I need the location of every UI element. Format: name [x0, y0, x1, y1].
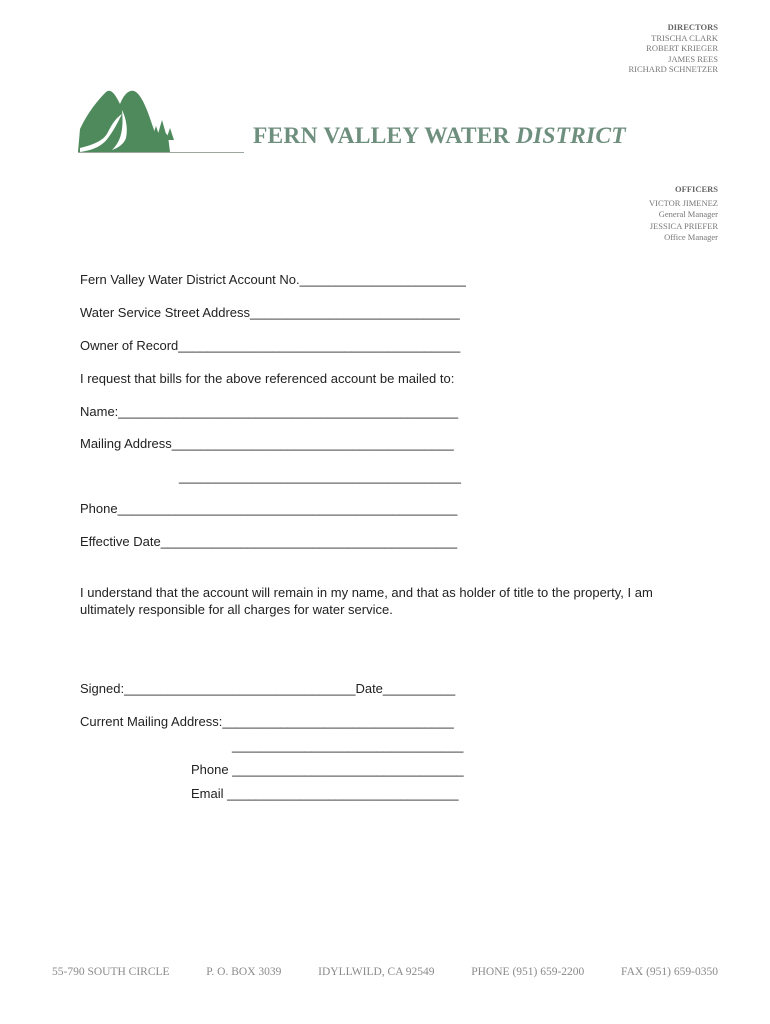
director-name: JAMES REES [668, 53, 718, 64]
footer-fax: FAX (951) 659-0350 [621, 966, 718, 978]
email-field[interactable]: Email ________________________________ [191, 786, 459, 801]
footer-city: IDYLLWILD, CA 92549 [318, 966, 435, 978]
account-number-field[interactable]: Fern Valley Water District Account No._______________________ [80, 272, 466, 287]
officer-title: General Manager [658, 209, 718, 219]
director-name: ROBERT KRIEGER [646, 43, 718, 53]
director-name: TRISCHA CLARK [651, 32, 718, 43]
officers-block [649, 184, 718, 244]
footer-phone: PHONE (951) 659-2200 [471, 966, 585, 978]
officer-name: VICTOR JIMENEZ [648, 197, 718, 208]
current-mailing-address-line2-field[interactable]: ________________________________ [232, 738, 464, 753]
phone-field-2[interactable]: Phone ________________________________ [191, 762, 464, 777]
owner-of-record-field[interactable]: Owner of Record_______________________________________ [80, 338, 461, 353]
footer [52, 966, 718, 978]
directors-block [629, 22, 719, 75]
officers-heading: OFFICERS [675, 184, 718, 194]
effective-date-field[interactable]: Effective Date_________________________________________ [80, 534, 458, 549]
organization-name-main: FERN VALLEY WATER [253, 123, 510, 149]
current-mailing-address-field[interactable]: Current Mailing Address:________________________________ [80, 714, 454, 729]
mailing-address-field[interactable]: Mailing Address_______________________________________ [80, 436, 454, 451]
signature-date-field[interactable]: Signed:________________________________Date__________ [80, 681, 456, 696]
officer-title: Office Manager [664, 232, 718, 242]
footer-po-box: P. O. BOX 3039 [206, 966, 282, 978]
director-name: RICHARD SCHNETZER [628, 64, 718, 74]
responsibility-statement: I understand that the account will remain in my name, and that as holder of title to the property, I am ultimately responsible for all charges for water service. [80, 585, 653, 617]
directors-heading: DIRECTORS [667, 22, 718, 32]
mailing-address-line2-field[interactable]: _______________________________________ [179, 469, 461, 484]
name-field[interactable]: Name:_______________________________________________ [80, 404, 459, 419]
mailing-request-text: I request that bills for the above referenced account be mailed to: [80, 371, 455, 386]
footer-street: 55-790 SOUTH CIRCLE [52, 966, 170, 978]
fern-valley-logo [78, 84, 244, 154]
phone-field[interactable]: Phone_______________________________________________ [80, 501, 458, 516]
organization-name [253, 123, 626, 150]
officer-name: JESSICA PRIEFER [649, 220, 718, 231]
service-address-field[interactable]: Water Service Street Address_____________________________ [80, 305, 460, 320]
organization-name-italic: DISTRICT [515, 123, 626, 149]
